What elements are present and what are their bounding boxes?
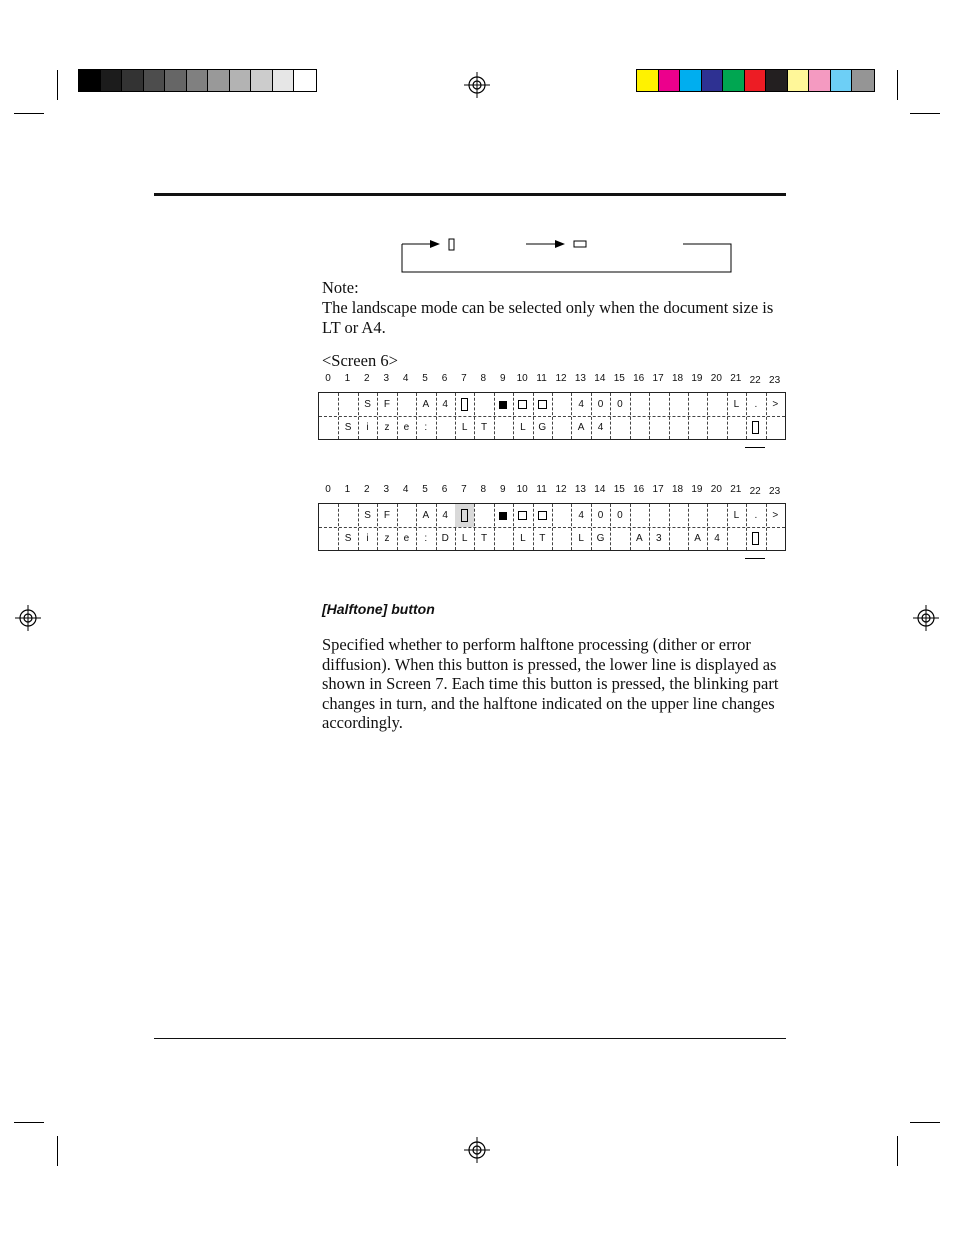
lcd-cell: A <box>694 533 701 544</box>
column-number: 10 <box>516 373 528 384</box>
lcd-cell <box>727 527 746 550</box>
column-number: 4 <box>402 484 409 495</box>
column-number: 19 <box>691 484 703 495</box>
lcd-screen-b <box>318 503 786 551</box>
lcd-cell <box>552 504 571 527</box>
lcd-cell <box>727 416 746 439</box>
filled-square-icon <box>499 512 507 520</box>
empty-square-icon <box>518 511 527 520</box>
registration-mark-icon <box>464 1137 490 1163</box>
column-number: 7 <box>461 373 467 384</box>
color-swatch <box>122 70 144 91</box>
empty-square-icon <box>538 511 547 520</box>
lcd-cell: 4 <box>442 510 448 521</box>
screen-label: <Screen 6> <box>322 351 398 370</box>
crop-mark <box>897 70 898 100</box>
lcd-cell: S <box>364 399 371 410</box>
lcd-cell <box>610 416 629 439</box>
lcd-cell <box>513 393 532 416</box>
lcd-cell: G <box>538 422 547 433</box>
lcd-cell <box>494 416 513 439</box>
column-number: 0 <box>325 484 331 495</box>
column-number: 19 <box>691 373 703 384</box>
column-numbers <box>318 373 785 387</box>
lcd-cell <box>397 504 416 527</box>
lcd-cell: 0 <box>617 399 623 410</box>
lcd-cell <box>688 504 707 527</box>
lcd-cell <box>688 416 707 439</box>
lcd-cell <box>338 504 357 527</box>
lcd-cell <box>707 416 726 439</box>
column-number: 22 <box>749 375 761 386</box>
column-number: 6 <box>441 373 448 384</box>
color-swatch <box>702 70 724 91</box>
lcd-cell: A <box>577 422 585 433</box>
column-number: 11 <box>536 484 547 495</box>
crop-mark <box>57 1136 58 1166</box>
lcd-screen-a <box>318 392 786 440</box>
lcd-cell: 4 <box>578 510 584 521</box>
crop-mark <box>897 1136 898 1166</box>
lcd-cell <box>494 504 513 527</box>
lcd-cell <box>494 527 513 550</box>
column-number: 20 <box>710 373 722 384</box>
color-swatch <box>251 70 273 91</box>
lcd-cell: i <box>366 422 369 433</box>
lcd-cell: A <box>422 510 430 521</box>
column-number: 2 <box>364 373 370 384</box>
column-number: 15 <box>613 373 625 384</box>
lcd-cell: . <box>754 399 758 410</box>
column-number: 15 <box>613 484 625 495</box>
column-number: 12 <box>555 373 567 384</box>
cursor-underline <box>745 447 765 448</box>
grayscale-color-bar <box>78 69 317 92</box>
column-number: 11 <box>536 373 547 384</box>
lcd-cell: e <box>403 533 410 544</box>
note-label: Note: <box>322 278 359 297</box>
lcd-cell <box>319 393 338 416</box>
column-number: 13 <box>574 373 586 384</box>
column-number: 12 <box>555 484 567 495</box>
column-number: 17 <box>652 373 664 384</box>
column-number: 8 <box>480 373 487 384</box>
header-rule <box>154 193 786 196</box>
lcd-cell <box>494 393 513 416</box>
column-number: 21 <box>730 373 742 384</box>
column-numbers <box>318 484 785 498</box>
orientation-cycle-diagram <box>398 236 734 274</box>
column-number: 4 <box>402 373 409 384</box>
empty-square-icon <box>518 400 527 409</box>
registration-mark-icon <box>913 605 939 631</box>
lcd-cell <box>669 527 688 550</box>
lcd-cell <box>669 393 688 416</box>
lcd-cell: A <box>422 399 430 410</box>
lcd-cell: L <box>461 533 468 544</box>
color-swatch <box>788 70 810 91</box>
crop-mark <box>57 70 58 100</box>
color-swatch <box>637 70 659 91</box>
column-number: 20 <box>710 484 722 495</box>
column-number: 9 <box>499 484 506 495</box>
crop-mark <box>910 113 940 114</box>
lcd-cell <box>630 393 649 416</box>
lcd-cell: > <box>772 510 779 521</box>
lcd-cell <box>649 416 668 439</box>
lcd-cell: 0 <box>597 399 604 410</box>
lcd-cell: 0 <box>597 510 604 521</box>
lcd-cell <box>474 393 493 416</box>
lcd-cell <box>455 393 474 416</box>
column-number: 13 <box>574 484 586 495</box>
color-swatch <box>852 70 874 91</box>
lcd-cell <box>397 393 416 416</box>
registration-mark-icon <box>15 605 41 631</box>
lcd-cell <box>746 416 765 439</box>
lcd-cell <box>455 504 474 527</box>
lcd-cell <box>319 416 338 439</box>
lcd-cell <box>766 416 785 439</box>
column-number: 23 <box>769 486 781 497</box>
color-swatch <box>659 70 681 91</box>
color-swatch <box>165 70 187 91</box>
lcd-cell <box>630 504 649 527</box>
column-number: 10 <box>516 484 528 495</box>
color-swatch <box>273 70 295 91</box>
lcd-cell <box>552 393 571 416</box>
portrait-icon <box>461 398 468 411</box>
cursor-underline <box>745 558 765 559</box>
lcd-cell <box>688 393 707 416</box>
lcd-cell: 0 <box>617 510 623 521</box>
color-swatch <box>187 70 209 91</box>
halftone-heading: [Halftone] button <box>322 601 435 617</box>
color-swatch <box>745 70 767 91</box>
lcd-cell: G <box>596 533 605 544</box>
color-swatch <box>680 70 702 91</box>
lcd-cell: D <box>441 533 449 544</box>
lcd-cell: F <box>383 510 390 521</box>
registration-mark-icon <box>464 72 490 98</box>
column-number: 1 <box>344 373 351 384</box>
column-number: 16 <box>633 373 645 384</box>
filled-square-icon <box>499 401 507 409</box>
lcd-cell <box>669 504 688 527</box>
lcd-cell <box>766 527 785 550</box>
lcd-cell: 3 <box>655 533 662 544</box>
lcd-cell <box>746 527 765 550</box>
lcd-cell: 4 <box>597 422 604 433</box>
column-number: 14 <box>594 373 606 384</box>
lcd-cell: T <box>480 533 488 544</box>
lcd-cell <box>319 527 338 550</box>
lcd-cell: F <box>383 399 390 410</box>
column-number: 22 <box>749 486 761 497</box>
crop-mark <box>14 1122 44 1123</box>
column-number: 3 <box>383 484 390 495</box>
portrait-icon <box>752 532 759 545</box>
color-swatch <box>831 70 853 91</box>
lcd-cell <box>474 504 493 527</box>
lcd-cell <box>552 527 571 550</box>
lcd-cell: > <box>772 399 779 410</box>
process-color-bar <box>636 69 875 92</box>
lcd-cell <box>649 393 668 416</box>
color-swatch <box>766 70 788 91</box>
lcd-cell <box>533 504 552 527</box>
lcd-cell: i <box>366 533 369 544</box>
column-number: 17 <box>652 484 664 495</box>
lcd-cell: T <box>539 533 546 544</box>
lcd-cell: L <box>578 533 584 544</box>
lcd-cell: 4 <box>714 533 720 544</box>
column-number: 8 <box>480 484 487 495</box>
lcd-cell: S <box>344 533 352 544</box>
lcd-cell <box>669 416 688 439</box>
note-text: The landscape mode can be selected only when the document size is LT or A4. <box>322 298 774 337</box>
lcd-cell <box>707 393 726 416</box>
column-number: 5 <box>422 484 428 495</box>
lcd-cell: S <box>364 510 371 521</box>
lcd-cell: z <box>384 533 390 544</box>
lcd-cell: A <box>636 533 643 544</box>
column-number: 18 <box>671 373 684 384</box>
empty-square-icon <box>538 400 547 409</box>
lcd-cell <box>533 393 552 416</box>
color-swatch <box>723 70 745 91</box>
lcd-cell: T <box>480 422 488 433</box>
lcd-cell <box>436 416 455 439</box>
column-number: 18 <box>671 484 684 495</box>
column-number: 6 <box>441 484 448 495</box>
column-number: 21 <box>730 484 742 495</box>
column-number: 5 <box>422 373 428 384</box>
lcd-cell: 4 <box>442 399 448 410</box>
column-number: 16 <box>633 484 645 495</box>
color-swatch <box>230 70 252 91</box>
portrait-icon <box>752 421 759 434</box>
lcd-cell: z <box>384 422 390 433</box>
lcd-cell: L <box>733 399 740 410</box>
color-swatch <box>101 70 123 91</box>
lcd-cell: 4 <box>578 399 584 410</box>
footer-rule <box>154 1038 786 1039</box>
crop-mark <box>910 1122 940 1123</box>
portrait-icon <box>461 509 468 522</box>
lcd-cell: : <box>424 422 428 433</box>
lcd-cell: L <box>733 510 740 521</box>
lcd-cell: L <box>520 422 526 433</box>
lcd-cell <box>552 416 571 439</box>
lcd-cell <box>338 393 357 416</box>
column-number: 7 <box>461 484 467 495</box>
color-swatch <box>294 70 316 91</box>
lcd-cell <box>319 504 338 527</box>
lcd-cell <box>707 504 726 527</box>
column-number: 2 <box>364 484 370 495</box>
lcd-cell: S <box>344 422 352 433</box>
column-number: 1 <box>344 484 351 495</box>
lcd-cell <box>630 416 649 439</box>
column-number: 9 <box>499 373 506 384</box>
lcd-cell: L <box>520 533 526 544</box>
column-number: 3 <box>383 373 390 384</box>
column-number: 23 <box>769 375 781 386</box>
lcd-cell: . <box>754 510 758 521</box>
lcd-cell <box>610 527 629 550</box>
lcd-cell <box>513 504 532 527</box>
column-number: 0 <box>325 373 331 384</box>
lcd-cell: L <box>461 422 468 433</box>
lcd-cell <box>649 504 668 527</box>
color-swatch <box>809 70 831 91</box>
color-swatch <box>144 70 166 91</box>
lcd-cell: e <box>403 422 410 433</box>
halftone-body: Specified whether to perform halftone processing (dither or error diffusion). When this button is pressed, the lower line is displayed as shown in Screen 7. Each time this button is pressed, the blinking part changes in turn, and the halftone indicated on the upper line changes accordingly. <box>322 635 779 732</box>
column-number: 14 <box>594 484 606 495</box>
color-swatch <box>208 70 230 91</box>
color-swatch <box>79 70 101 91</box>
crop-mark <box>14 113 44 114</box>
lcd-cell: : <box>424 533 428 544</box>
